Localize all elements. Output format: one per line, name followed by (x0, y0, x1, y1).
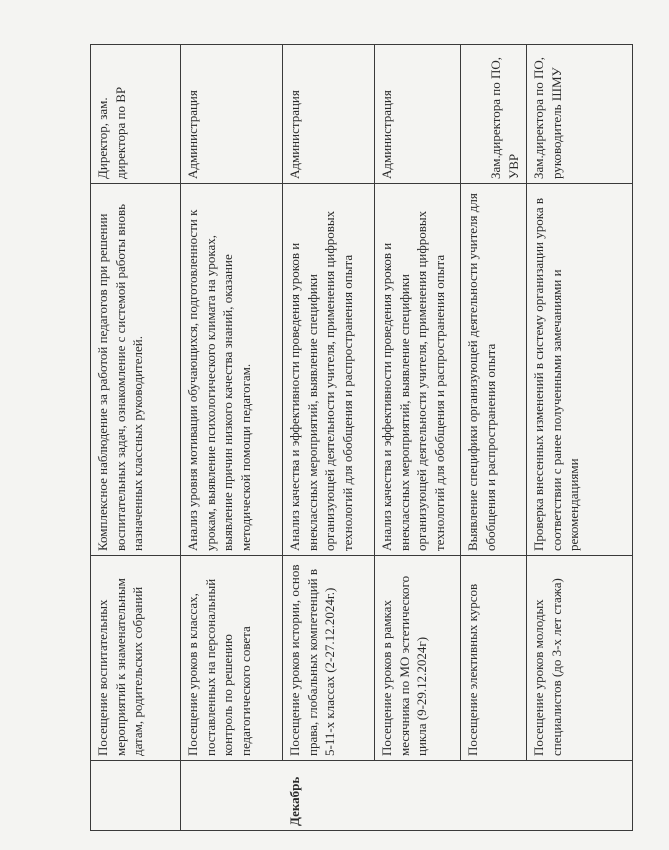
responsible-cell: Администрация (287, 90, 302, 179)
object-cell: Посещение уроков в классах, поставленных на персональный контроль по решению педагогического совета (185, 578, 253, 756)
table-row (375, 45, 460, 183)
content-cell: Анализ уровня мотивации обучающихся, подготовленности к урокам, выявление психологического климата на уроках, выявление причин низкого качества знаний, оказание методической помощи педагогам. (185, 209, 253, 551)
table-row (461, 184, 526, 555)
table-row (283, 45, 374, 183)
responsible-cell: Зам.директора по ПО, УВР (488, 56, 521, 179)
table-row (181, 556, 282, 760)
table-row (283, 184, 374, 555)
grid-line (90, 830, 632, 831)
table-row (91, 184, 180, 555)
responsible-cell: Директор, зам. директора по ВР (95, 86, 128, 179)
object-cell: Посещение элективных курсов (465, 583, 480, 756)
table-row (283, 556, 374, 760)
grid-line (632, 44, 633, 831)
content-cell: Анализ качества и эффективности проведения уроков и внеклассных мероприятий, выявление специфики организующей деятельности учителя, применения цифровых технологий для обобщения и распространения опыта (287, 210, 355, 551)
table-row (375, 184, 460, 555)
responsible-cell: Администрация (379, 90, 394, 179)
content-cell: Комплексное наблюдение за работой педагогов при решении воспитательных задач, ознакомление с системой работы вновь назначенных классных руководителей. (95, 203, 145, 551)
table-row (91, 45, 180, 183)
table-row (527, 184, 632, 555)
table-row (527, 45, 632, 183)
table-row (283, 761, 374, 830)
content-cell: Проверка внесенных изменений в систему организации урока в соответствии с ранее полученными замечаниями и рекомендациями (531, 197, 581, 551)
content-cell: Выявление специфики организующей деятельности учителя для обобщения и распространения опыта (465, 193, 498, 551)
responsible-cell: Администрация (185, 90, 200, 179)
month-label: Декабрь (287, 776, 302, 826)
table-row (181, 184, 282, 555)
object-cell: Посещение воспитательных мероприятий к знаменательным датам, родительских собраний (95, 578, 145, 756)
content-cell: Анализ качества и эффективности проведения уроков и внеклассных мероприятий, выявление специфики организующей деятельности учителя, применения цифровых технологий для обобщения и распространения опыта (379, 210, 447, 551)
object-cell: Посещение уроков истории, основ права, глобальных компетенций в 5-11-х классах (2-27.12.2024г.) (287, 564, 337, 756)
table-row (527, 556, 632, 760)
object-cell: Посещение уроков молодых специалистов (до 3-х лет стажа) (531, 578, 564, 756)
table-row (91, 556, 180, 760)
table-row (375, 556, 460, 760)
object-cell: Посещение уроков в рамках месячника по МО эстетического цикла (9-29.12.2024г) (379, 575, 429, 756)
responsible-cell: Зам.директора по ПО, руководитель ШМУ (531, 56, 564, 179)
table-row (461, 556, 526, 760)
table-row (181, 45, 282, 183)
table-row (461, 45, 526, 183)
